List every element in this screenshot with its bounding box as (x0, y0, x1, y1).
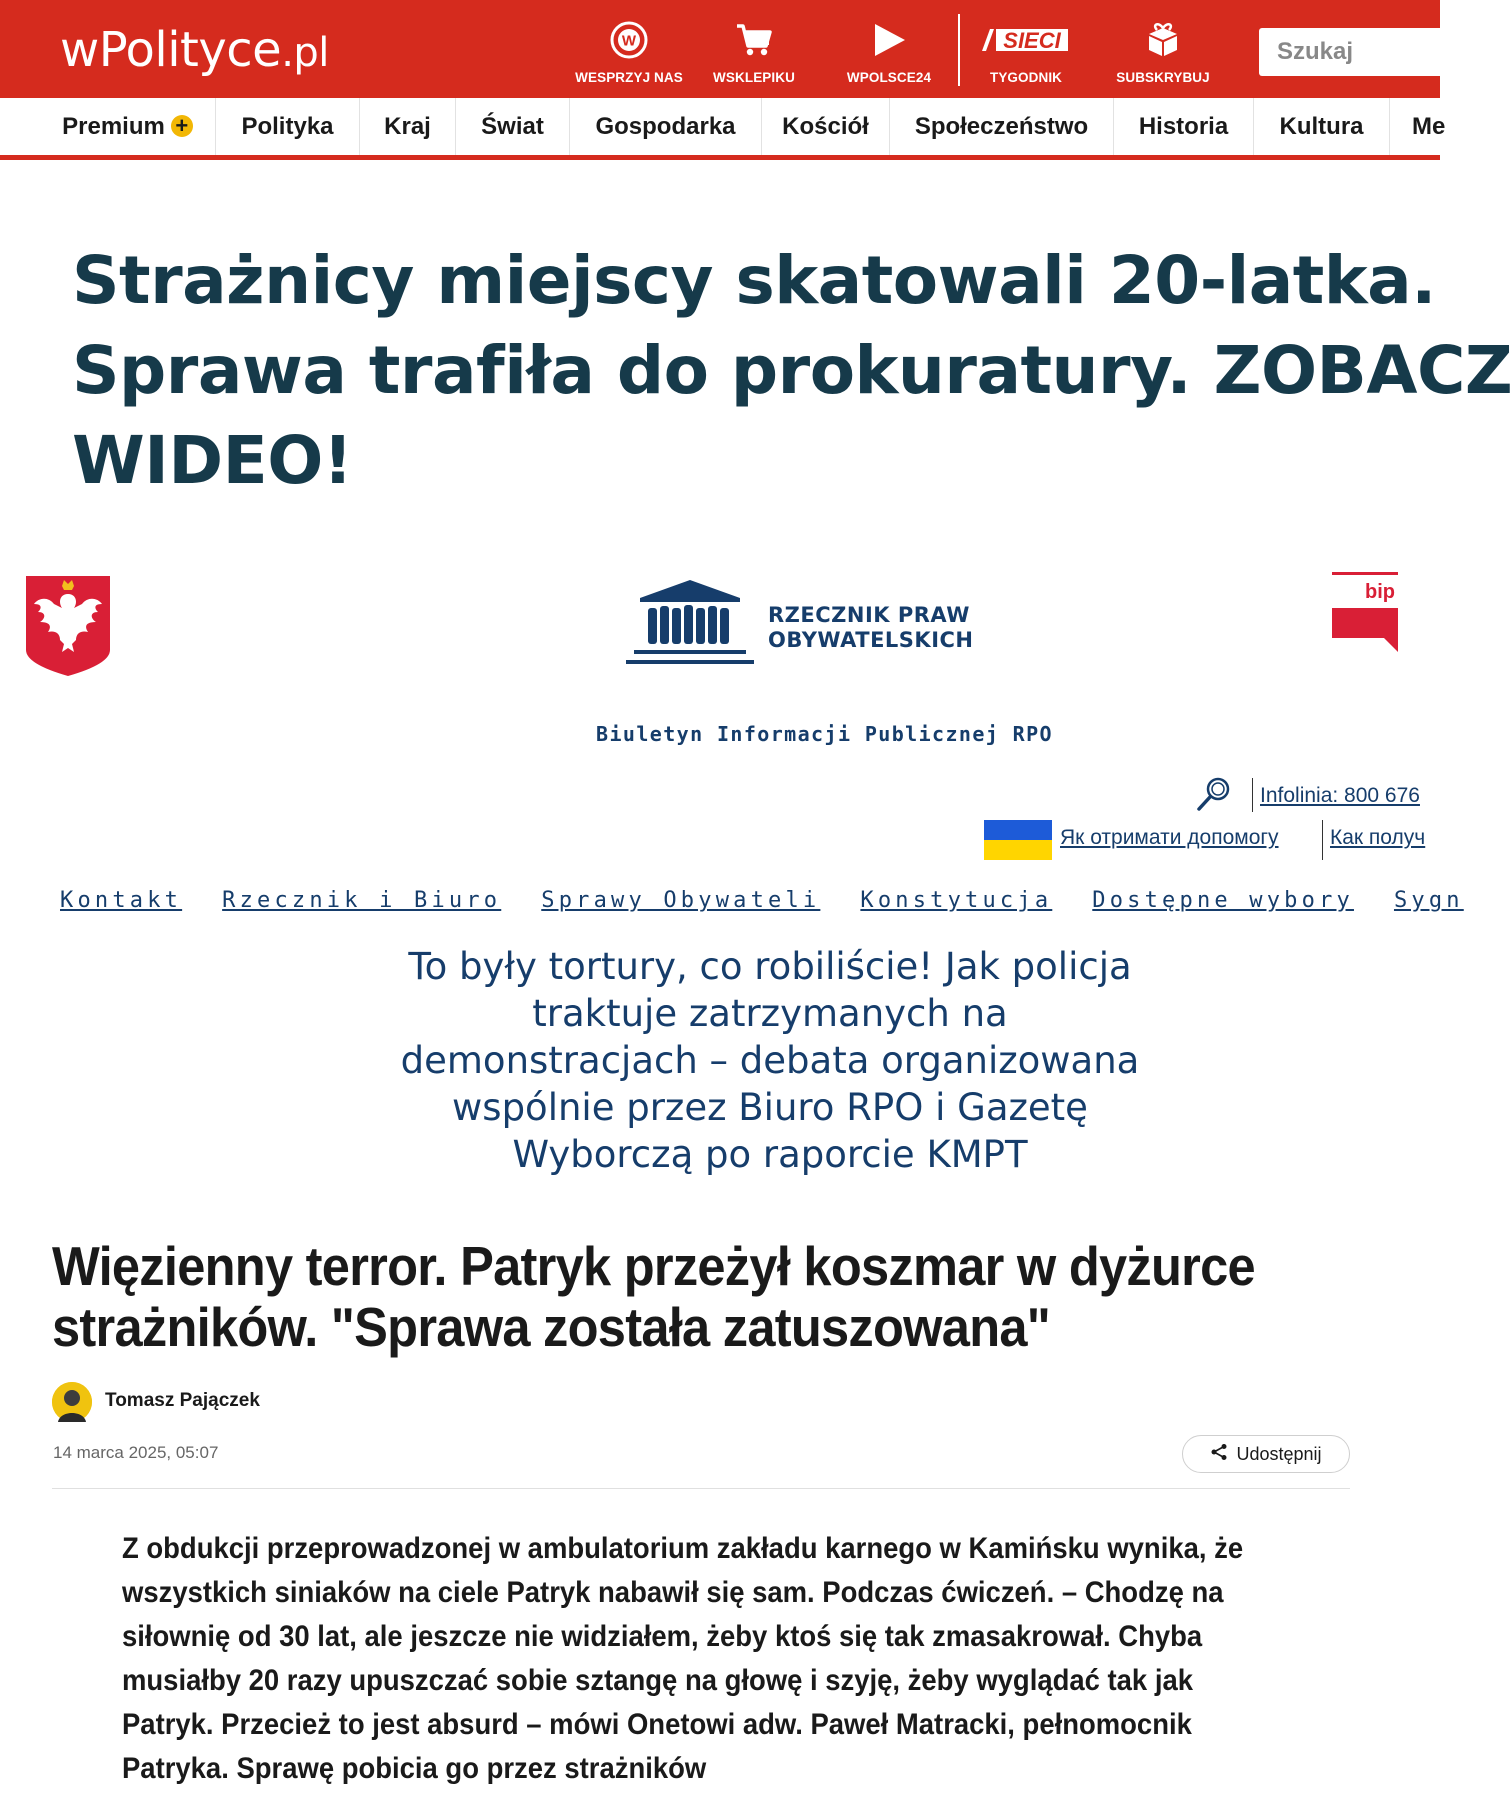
rpo-logo-icon (620, 580, 760, 672)
rpo-nav-konstytucja[interactable]: Konstytucja (860, 888, 1053, 913)
sieci-logo-icon (966, 18, 1086, 62)
share-button[interactable] (1182, 1435, 1350, 1473)
rpo-name-line1: RZECZNIK PRAW (768, 603, 970, 627)
cat-gospodarka[interactable]: Gospodarka (570, 98, 762, 155)
rpo-nav-sprawy[interactable]: Sprawy Obywateli (541, 888, 821, 913)
divider (1252, 778, 1253, 812)
topnav-label: WESPRZYJ NAS (575, 70, 683, 85)
topnav-label: WSKLEPIKU (713, 70, 795, 85)
rpo-name-line2: OBYWATELSKICH (768, 628, 974, 652)
article-title: Więzienny terror. Patryk przeżył koszmar w dyżurce strażników. "Sprawa została zatuszowana" (52, 1235, 1255, 1358)
rpo-nav-sygn[interactable]: Sygn (1393, 888, 1464, 913)
top-bar (0, 0, 1440, 98)
topnav-subskrybuj[interactable] (1103, 18, 1223, 85)
share-icon (1210, 1443, 1228, 1466)
svg-text:W: W (621, 32, 637, 50)
infolinia-link[interactable]: Infolinia: 800 676 (1260, 784, 1420, 807)
bip-subtitle: Biuletyn Informacji Publicznej RPO (596, 722, 1053, 746)
topnav-label: WPOLSCE24 (846, 70, 932, 85)
cat-swiat[interactable]: Świat (456, 98, 570, 155)
divider (52, 1488, 1350, 1489)
cart-icon (694, 18, 814, 62)
gift-icon (1103, 18, 1223, 62)
logo-tld: .pl (281, 30, 329, 76)
ukrainian-help-link[interactable]: Як отримати допомогу (1060, 826, 1279, 849)
logo-main: wPolityce (60, 22, 282, 78)
cat-premium[interactable] (40, 98, 216, 155)
cat-me[interactable]: Me (1412, 113, 1446, 140)
polish-emblem-icon (24, 574, 112, 678)
author-name[interactable]: Tomasz Pajączek (105, 1390, 260, 1411)
svg-text:bip: bip (1365, 581, 1395, 603)
rpo-nav-kontakt[interactable]: Kontakt (60, 888, 183, 913)
rpo-nav-wybory[interactable]: Dostępne wybory (1092, 888, 1354, 913)
search-magnifier-icon[interactable] (1196, 776, 1232, 812)
topnav-wesprzyj[interactable] (569, 18, 689, 85)
cat-kultura[interactable]: Kultura (1254, 98, 1390, 155)
topnav-label: TYGODNIK (989, 70, 1063, 85)
donate-w-icon (569, 18, 689, 62)
share-label: Udostępnij (1236, 1443, 1322, 1464)
divider (1322, 820, 1323, 860)
bip-logo-icon[interactable] (1330, 572, 1402, 652)
rpo-nav (60, 888, 1504, 913)
play-icon (829, 18, 949, 62)
rpo-nav-rzecznik[interactable]: Rzecznik i Biuro (222, 888, 502, 913)
search-input[interactable] (1259, 28, 1449, 76)
cat-label: Premium (62, 113, 165, 140)
rpo-name (768, 603, 974, 653)
plus-icon: + (171, 115, 193, 137)
topnav-label: SUBSKRYBUJ (1116, 70, 1210, 85)
svg-text:SIECI: SIECI (1003, 28, 1061, 53)
article-date: 14 marca 2025, 05:07 (53, 1443, 219, 1462)
site-logo[interactable] (60, 22, 329, 81)
article-lead: Z obdukcji przeprowadzonej w ambulatorium zakładu karnego w Kamińsku wynika, że wszystkich siniaków na ciele Patryk nabawił się sam. Podczas ćwiczeń. – Chodzę na siłownię od 30 lat, ale jeszcze nie widziałem, żeby ktoś się tak zmasakrował. Chyba musiałby 20 razy upuszczać sobie sztangę na głowę i szyję, żeby wyglądać tak jak Patryk. Przecież to jest absurd – mówi Onetowi adw. Paweł Matracki, pełnomocnik Patryka. Sprawę pobicia go przez strażników (122, 1532, 1244, 1785)
ukraine-flag-icon (984, 820, 1052, 860)
topnav-wsklepiku[interactable] (694, 18, 814, 85)
cat-historia[interactable]: Historia (1114, 98, 1254, 155)
headline-top: Strażnicy miejscy skatowali 20-latka. Sprawa trafiła do prokuratury. ZOBACZ WIDEO! (72, 242, 1512, 499)
russian-help-link[interactable]: Как получ (1330, 826, 1426, 849)
topnav-wpolsce24[interactable] (829, 18, 949, 85)
topnav-divider (958, 14, 960, 86)
cat-spoleczenstwo[interactable]: Społeczeństwo (890, 98, 1114, 155)
rpo-article-title: To były tortury, co robiliście! Jak policja traktuje zatrzymanych na demonstracjach – debata organizowana wspólnie przez Biuro RPO i Gazetę Wyborczą po raporcie KMPT (400, 945, 1140, 1176)
cat-kosciol[interactable]: Kościół (762, 98, 890, 155)
category-nav (0, 98, 1446, 160)
cat-polityka[interactable]: Polityka (216, 98, 360, 155)
cat-kraj[interactable]: Kraj (360, 98, 456, 155)
topnav-tygodnik[interactable] (966, 18, 1086, 85)
author-avatar[interactable] (52, 1382, 92, 1422)
